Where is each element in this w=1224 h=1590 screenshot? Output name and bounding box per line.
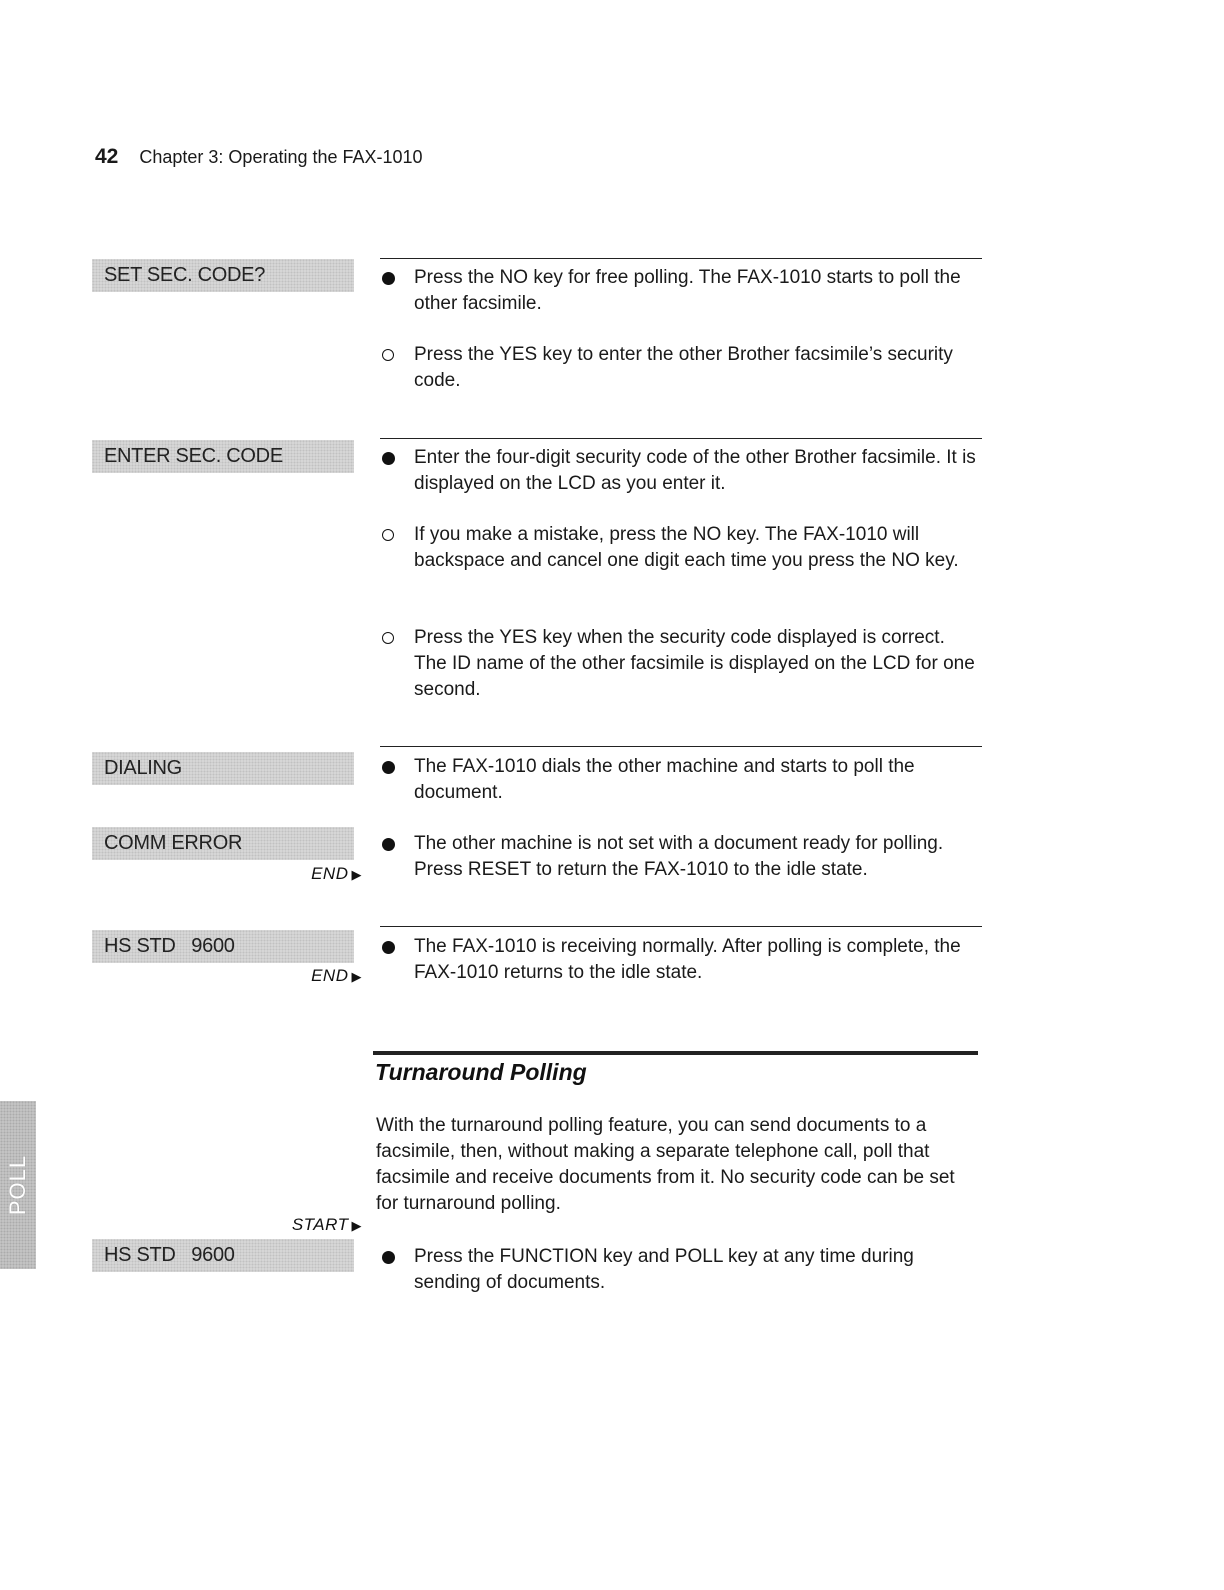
instruction-item: The FAX-1010 dials the other machine and starts to poll the document. — [378, 754, 978, 806]
circle-bullet-icon — [382, 349, 394, 361]
bullet-icon — [382, 1251, 395, 1264]
instruction-item: The FAX-1010 is receiving normally. After polling is complete, the FAX-1010 returns to the idle state. — [378, 934, 978, 986]
lcd-display-turnaround: HS STD 9600 — [92, 1239, 354, 1272]
instruction-item: Press the FUNCTION key and POLL key at any time during sending of documents. — [378, 1244, 978, 1296]
lcd-display-dialing: DIALING — [92, 752, 354, 785]
page-header — [95, 145, 423, 169]
bullet-icon — [382, 761, 395, 774]
circle-bullet-icon — [382, 529, 394, 541]
bullet-icon — [382, 838, 395, 851]
instruction-item: Press the YES key to enter the other Brother facsimile’s security code. — [378, 342, 978, 394]
section-rule — [380, 926, 982, 927]
play-arrow-icon: ▶ — [351, 969, 362, 984]
instruction-item: Enter the four-digit security code of the other Brother facsimile. It is displayed on the LCD as you enter it. — [378, 445, 978, 497]
lcd-display-comm-error: COMM ERROR — [92, 827, 354, 860]
bullet-icon — [382, 452, 395, 465]
instruction-item: Press the NO key for free polling. The FAX-1010 starts to poll the other facsimile. — [378, 265, 978, 317]
flow-end-label: END ▶ — [311, 966, 362, 985]
bullet-icon — [382, 941, 395, 954]
chapter-title: Chapter 3: Operating the FAX-1010 — [139, 147, 423, 167]
flow-start-label: START ▶ — [291, 1215, 362, 1234]
section-title: Turnaround Polling — [375, 1059, 587, 1085]
play-arrow-icon: ▶ — [351, 1218, 362, 1233]
instruction-item: If you make a mistake, press the NO key. The FAX-1010 will backspace and cancel one digit each time you press the NO key. — [378, 522, 978, 574]
play-arrow-icon: ▶ — [351, 867, 362, 882]
circle-bullet-icon — [382, 632, 394, 644]
instruction-item: Press the YES key when the security code displayed is correct. The ID name of the other facsimile is displayed on the LCD for one second. — [378, 625, 978, 703]
section-paragraph: With the turnaround polling feature, you can send documents to a facsimile, then, without making a separate telephone call, poll that facsimile and receive documents from it. No security code can be set for turnaround polling. — [376, 1115, 955, 1214]
page-number: 42 — [95, 145, 119, 168]
section-rule — [380, 258, 982, 259]
bullet-icon — [382, 272, 395, 285]
instruction-item: The other machine is not set with a document ready for polling. Press RESET to return the FAX-1010 to the idle state. — [378, 831, 978, 883]
side-tab-label: POLL — [5, 1154, 30, 1216]
section-rule — [380, 746, 982, 747]
section-rule — [380, 438, 982, 439]
side-thumb-tab — [0, 1101, 36, 1269]
section-heavy-rule — [373, 1051, 978, 1055]
lcd-display-receiving: HS STD 9600 — [92, 930, 354, 963]
lcd-display-set-sec-code: SET SEC. CODE? — [92, 259, 354, 292]
lcd-display-enter-sec-code: ENTER SEC. CODE — [92, 440, 354, 473]
flow-end-label: END ▶ — [311, 864, 362, 883]
